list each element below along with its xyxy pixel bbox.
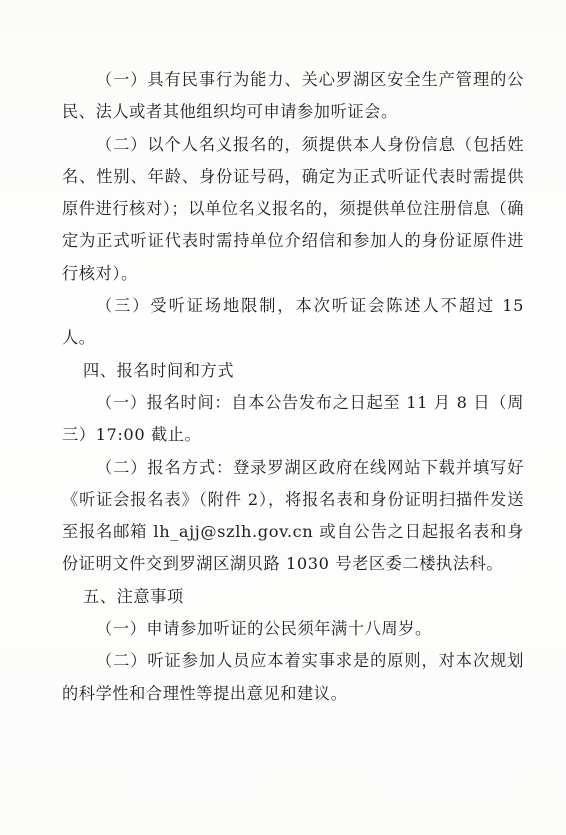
document-body <box>62 64 524 710</box>
participant-principle-paragraph: （二）听证参加人员应本着实事求是的原则，对本次规划的科学性和合理性等提出意见和建议。 <box>62 651 524 703</box>
registration-time-paragraph: （一）报名时间：自本公告发布之日起至 11 月 8 日（周三）17:00 截止。 <box>62 392 524 445</box>
registration-method-paragraph: （二）报名方式：登录罗湖区政府在线网站下载并填写好《听证会报名表》（附件 2），将报名表和身份证明扫描件发送至报名邮箱 lh_ajj@szlh.gov.cn 或自公告之日起报名表和身份证明文件交到罗湖区湖贝路 1030 号老区委二楼执法科。 <box>62 457 524 574</box>
speaker-limit-paragraph: （三）受听证场地限制，本次听证会陈述人不超过 15 人。 <box>62 296 524 348</box>
section-heading-registration: 四、报名时间和方式 <box>83 360 235 380</box>
eligibility-paragraph: （一）具有民事行为能力、关心罗湖区安全生产管理的公民、法人或者其他组织均可申请参加听证会。 <box>62 70 524 122</box>
section-heading-notes: 五、注意事项 <box>83 586 184 606</box>
age-requirement-paragraph: （一）申请参加听证的公民须年满十八周岁。 <box>96 619 432 639</box>
identity-info-paragraph: （二）以个人名义报名的，须提供本人身份信息（包括姓名、性别、年龄、身份证号码，确定为正式听证代表时需提供原件进行核对）；以单位名义报名的，须提供单位注册信息（确定为正式听证代表时需持单位介绍信和参加人的身份证原件进行核对）。 <box>62 134 524 283</box>
